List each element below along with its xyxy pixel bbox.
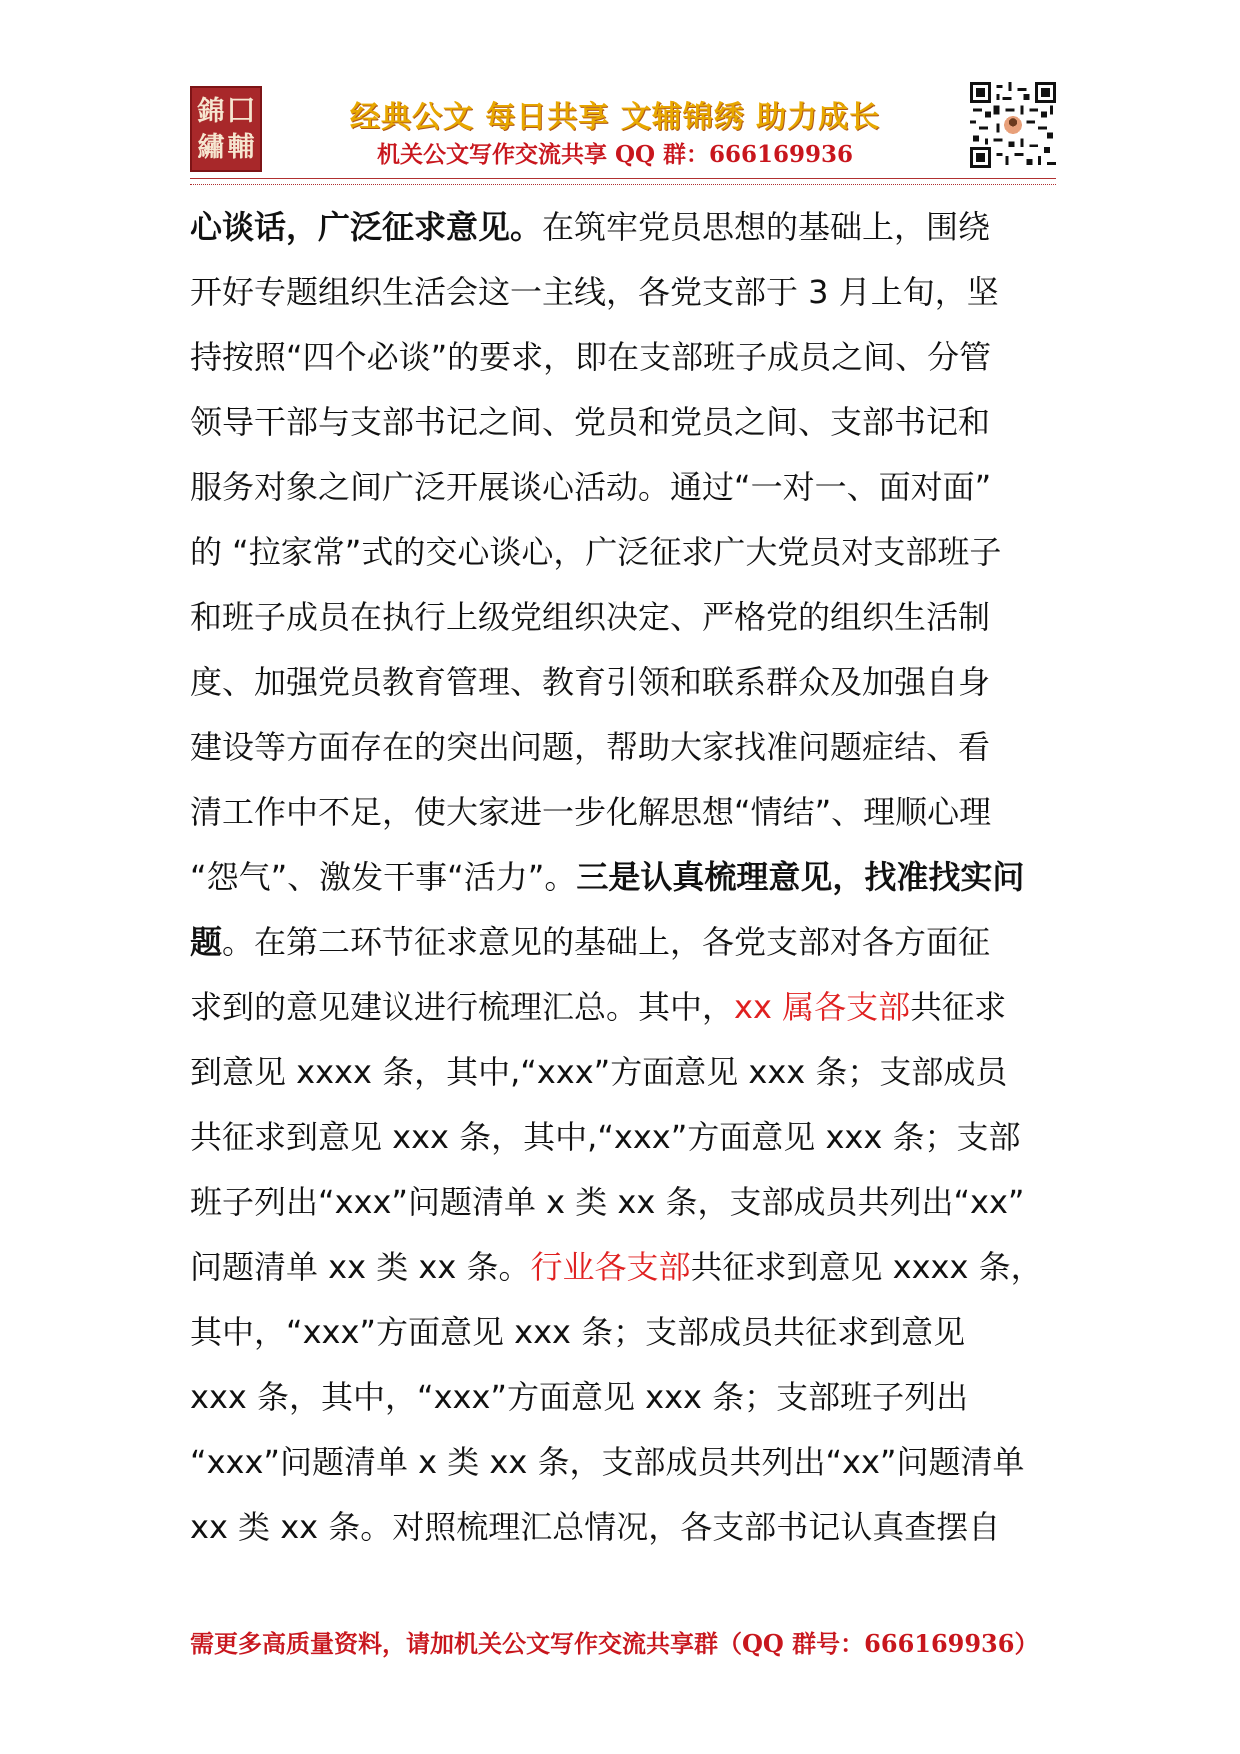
logo-char: 錦 bbox=[197, 96, 225, 127]
text-run: 共征求到意见 xxx 条，其中,“xxx”方面意见 xxx 条；支部 bbox=[190, 1118, 1021, 1156]
text-line bbox=[190, 455, 1070, 520]
bold-text: 心谈话，广泛征求意见。 bbox=[190, 208, 543, 246]
text-line bbox=[190, 715, 1070, 780]
text-line bbox=[190, 1040, 1070, 1105]
text-run: “怨气”、激发干事“活力”。 bbox=[190, 858, 577, 896]
highlighted-text: xx 属各支部 bbox=[734, 988, 911, 1026]
text-run: 在筑牢党员思想的基础上，围绕 bbox=[542, 208, 991, 246]
text-line bbox=[190, 1365, 1070, 1430]
text-line bbox=[190, 325, 1070, 390]
qr-code-icon bbox=[970, 82, 1056, 168]
text-run: “xxx”问题清单 x 类 xx 条，支部成员共列出“xx”问题清单 bbox=[190, 1443, 1025, 1481]
text-run: 度、加强党员教育管理、教育引领和联系群众及加强自身 bbox=[190, 663, 991, 701]
text-line bbox=[190, 975, 1070, 1040]
text-line bbox=[190, 1430, 1070, 1495]
text-run: 班子列出“xxx”问题清单 x 类 xx 条，支部成员共列出“xx” bbox=[190, 1183, 1025, 1221]
text-line bbox=[190, 1170, 1070, 1235]
text-run: 共征求到意见 xxxx 条， bbox=[690, 1248, 1043, 1286]
text-line bbox=[190, 650, 1070, 715]
text-line bbox=[190, 390, 1070, 455]
text-line bbox=[190, 845, 1070, 910]
text-line bbox=[190, 1300, 1070, 1365]
logo-char: 囗 bbox=[227, 96, 255, 127]
bold-text: 三是认真梳理意见，找准找实问 bbox=[576, 858, 1025, 896]
text-line bbox=[190, 1105, 1070, 1170]
text-run: 开好专题组织生活会这一主线，各党支部于 3 月上旬，坚 bbox=[190, 273, 999, 311]
text-run: 建设等方面存在的突出问题，帮助大家找准问题症结、看 bbox=[190, 728, 991, 766]
text-line bbox=[190, 910, 1070, 975]
document-header bbox=[190, 80, 1056, 180]
text-line bbox=[190, 520, 1070, 585]
text-run: 的 “拉家常”式的交心谈心，广泛征求广大党员对支部班子 bbox=[190, 533, 1002, 571]
text-line bbox=[190, 260, 1070, 325]
text-run: 服务对象之间广泛开展谈心活动。通过“一对一、面对面” bbox=[190, 468, 992, 506]
text-run: 求到的意见建议进行梳理汇总。其中， bbox=[190, 988, 735, 1026]
text-run: 持按照“四个必谈”的要求，即在支部班子成员之间、分管 bbox=[190, 338, 992, 376]
highlighted-text: 行业各支部 bbox=[530, 1248, 691, 1286]
logo-seal bbox=[190, 86, 262, 172]
text-run: xxx 条，其中，“xxx”方面意见 xxx 条；支部班子列出 bbox=[190, 1378, 969, 1416]
text-line bbox=[190, 1495, 1070, 1560]
footer-note: 需更多高质量资料，请加机关公文写作交流共享群（QQ 群号：666169936） bbox=[190, 1629, 1039, 1658]
header-divider bbox=[190, 178, 1056, 185]
text-run: 清工作中不足，使大家进一步化解思想“情结”、理顺心理 bbox=[190, 793, 992, 831]
text-run: 。在第二环节征求意见的基础上，各党支部对各方面征 bbox=[222, 923, 991, 961]
logo-char: 繡 bbox=[197, 132, 225, 163]
text-line bbox=[190, 585, 1070, 650]
bold-text: 题 bbox=[190, 923, 223, 961]
text-run: 和班子成员在执行上级党组织决定、严格党的组织生活制 bbox=[190, 598, 991, 636]
logo-char: 輔 bbox=[227, 132, 255, 163]
text-line bbox=[190, 780, 1070, 845]
text-run: xx 类 xx 条。对照梳理汇总情况，各支部书记认真查摆自 bbox=[190, 1508, 1001, 1546]
header-slogan: 经典公文 每日共享 文辅锦绣 助力成长 bbox=[349, 100, 881, 135]
text-run: 领导干部与支部书记之间、党员和党员之间、支部书记和 bbox=[190, 403, 991, 441]
header-qq-group: 机关公文写作交流共享 QQ 群：666169936 bbox=[376, 141, 854, 168]
text-line bbox=[190, 1235, 1070, 1300]
text-run: 问题清单 xx 类 xx 条。 bbox=[190, 1248, 531, 1286]
text-run: 到意见 xxxx 条，其中,“xxx”方面意见 xxx 条；支部成员 bbox=[190, 1053, 1008, 1091]
document-body bbox=[190, 195, 1070, 1560]
text-run: 其中，“xxx”方面意见 xxx 条；支部成员共征求到意见 bbox=[190, 1313, 966, 1351]
text-line bbox=[190, 195, 1070, 260]
text-run: 共征求 bbox=[910, 988, 1007, 1026]
